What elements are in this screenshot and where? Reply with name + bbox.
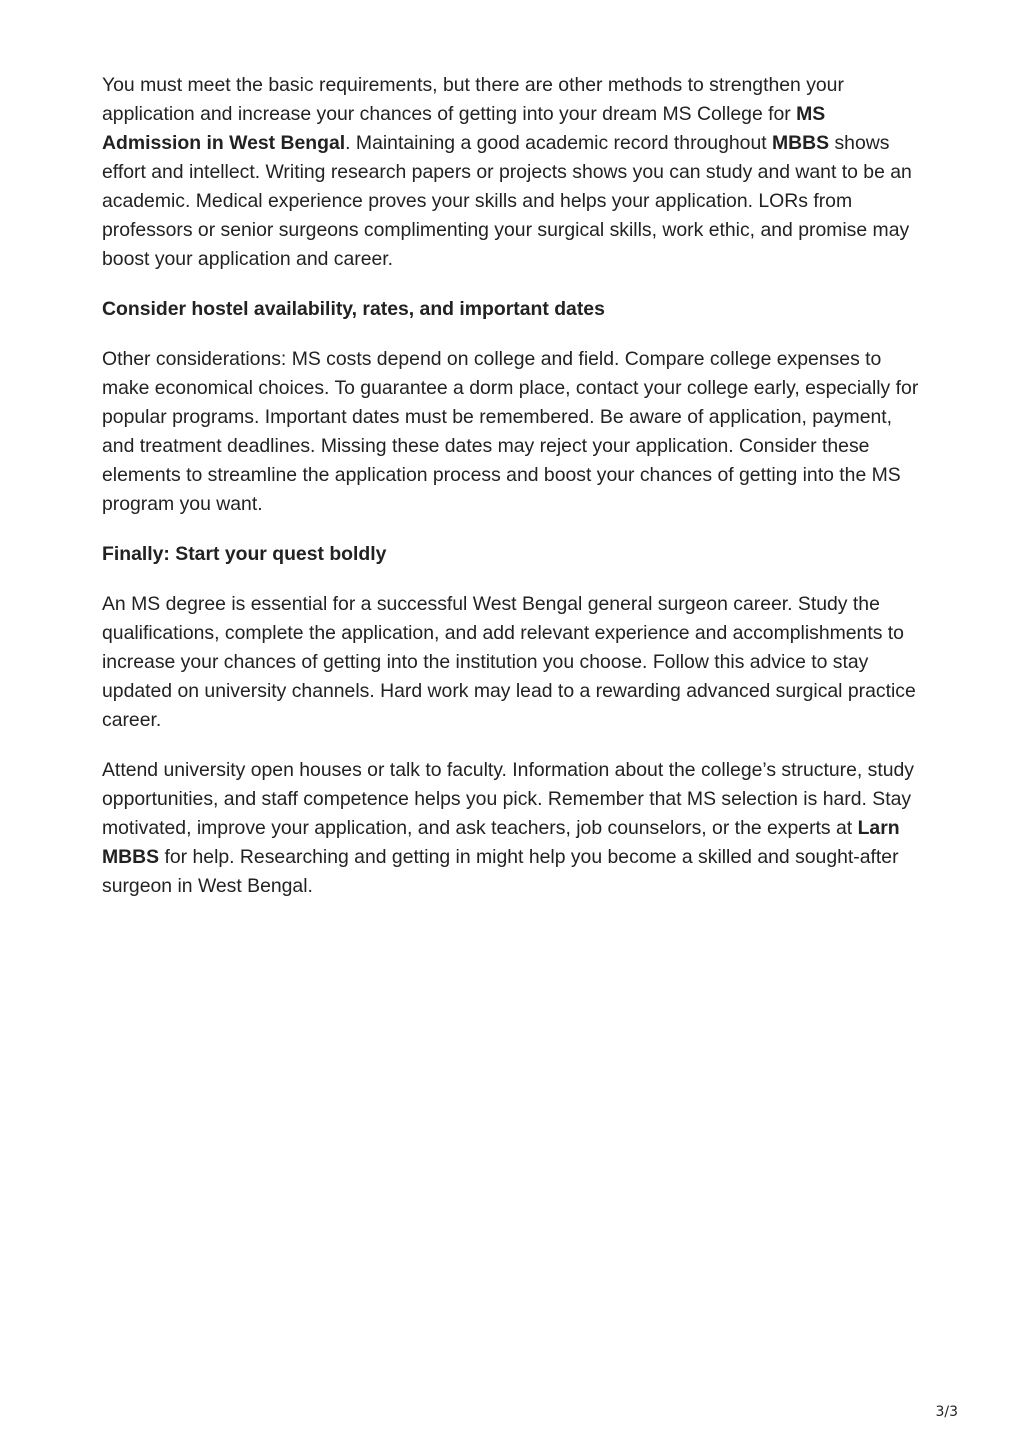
paragraph-text: You must meet the basic requirements, but there are other methods to strengthen your application and increase your chances of getting into your dream MS College for xyxy=(102,74,844,125)
bold-keyword-ms-admission: MS Admission in West Bengal xyxy=(102,103,826,154)
bold-keyword-mbbs: MBBS xyxy=(772,132,830,154)
paragraph-conclusion: An MS degree is essential for a successful West Bengal general surgeon career. Study the qualifications, complete the application, and add relevant experience and accomplishments to increase your chances of getting into the institution you choose. Follow this advice to stay updated on university channels. Hard work may lead to a rewarding advanced surgical practice career. xyxy=(102,593,916,731)
paragraph-text: Attend university open houses or talk to faculty. Information about the college’s structure, study opportunities, and staff competence helps you pick. Remember that MS selection is hard. Stay motivated, improve your application, and ask teachers, job counselors, or the experts at xyxy=(102,759,914,839)
section-heading-finally: Finally: Start your quest boldly xyxy=(102,543,387,565)
page-number: 3/3 xyxy=(935,1404,958,1420)
paragraph-requirements xyxy=(102,71,924,274)
article-body xyxy=(102,71,924,922)
paragraph-text: for help. Researching and getting in might help you become a skilled and sought-after surgeon in West Bengal. xyxy=(102,846,899,897)
paragraph-considerations: Other considerations: MS costs depend on college and field. Compare college expenses to make economical choices. To guarantee a dorm place, contact your college early, especially for popular programs. Important dates must be remembered. Be aware of application, payment, and treatment deadlines. Missing these dates may reject your application. Consider these elements to streamline the application process and boost your chances of getting into the MS program you want. xyxy=(102,348,919,515)
paragraph-open-houses xyxy=(102,756,924,901)
bold-keyword-larn-mbbs: Larn MBBS xyxy=(102,817,900,868)
paragraph-text: shows effort and intellect. Writing research papers or projects shows you can study and want to be an academic. Medical experience proves your skills and helps your application. LORs from professors or senior surgeons complimenting your surgical skills, work ethic, and promise may boost your application and career. xyxy=(102,132,912,270)
paragraph-text: . Maintaining a good academic record throughout xyxy=(345,132,772,154)
section-heading-hostel: Consider hostel availability, rates, and important dates xyxy=(102,298,605,320)
